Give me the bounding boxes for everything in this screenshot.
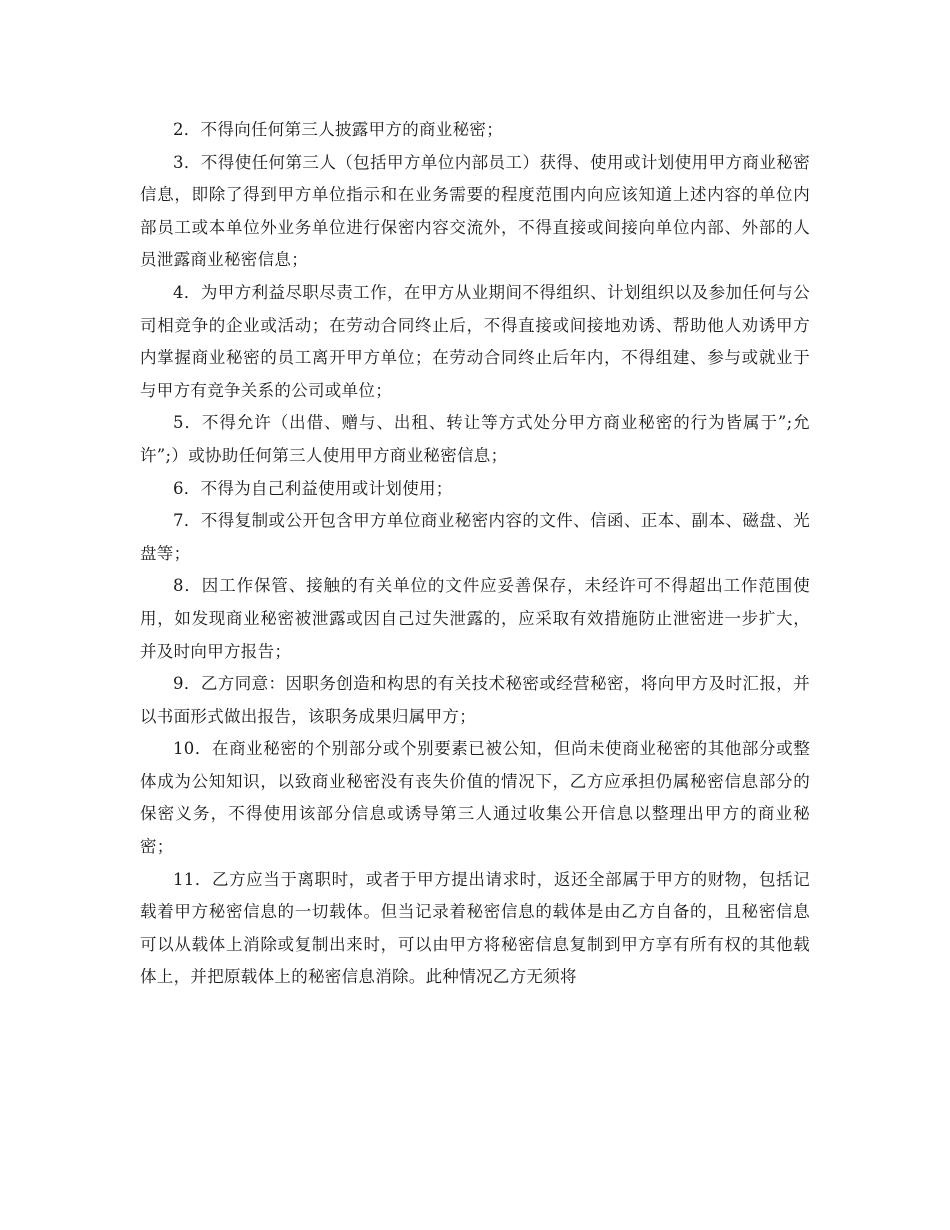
clause-10: 10．在商业秘密的个别部分或个别要素已被公知，但尚未使商业秘密的其他部分或整体成为公知知识，以致商业秘密没有丧失价值的情况下，乙方应承担仍属秘密信息部分的保密义务，不得使用该部分信息或诱导第三人通过收集公开信息以整理出甲方的商业秘密；	[140, 739, 810, 857]
clause-3: 3．不得使任何第三人（包括甲方单位内部员工）获得、使用或计划使用甲方商业秘密信息，即除了得到甲方单位指示和在业务需要的程度范围内向应该知道上述内容的单位内部员工或本单位外业务单位进行保密内容交流外，不得直接或间接向单位内部、外部的人员泄露商业秘密信息；	[140, 152, 810, 270]
clause-9: 9．乙方同意：因职务创造和构思的有关技术秘密或经营秘密，将向甲方及时汇报，并以书面形式做出报告，该职务成果归属甲方；	[140, 674, 810, 726]
clause-11: 11．乙方应当于离职时，或者于甲方提出请求时，返还全部属于甲方的财物，包括记载着甲方秘密信息的一切载体。但当记录着秘密信息的载体是由乙方自备的，且秘密信息可以从载体上消除或复制出来时，可以由甲方将秘密信息复制到甲方享有所有权的其他载体上，并把原载体上的秘密信息消除。此种情况乙方无须将	[140, 869, 810, 987]
clause-6: 6．不得为自己利益使用或计划使用；	[173, 478, 453, 498]
clause-5: 5．不得允许（出借、赠与、出租、转让等方式处分甲方商业秘密的行为皆属于”;允许”;）或协助任何第三人使用甲方商业秘密信息；	[140, 413, 810, 465]
clause-7: 7．不得复制或公开包含甲方单位商业秘密内容的文件、信函、正本、副本、磁盘、光盘等；	[140, 511, 810, 563]
clause-8: 8．因工作保管、接触的有关单位的文件应妥善保存，未经许可不得超出工作范围使用，如发现商业秘密被泄露或因自己过失泄露的，应采取有效措施防止泄密进一步扩大，并及时向甲方报告；	[140, 576, 810, 661]
clause-4: 4．为甲方利益尽职尽责工作，在甲方从业期间不得组织、计划组织以及参加任何与公司相竞争的企业或活动；在劳动合同终止后，不得直接或间接地劝诱、帮助他人劝诱甲方内掌握商业秘密的员工离开甲方单位；在劳动合同终止后年内，不得组建、参与或就业于与甲方有竞争关系的公司或单位；	[140, 282, 810, 400]
document-body	[140, 114, 810, 994]
clause-2: 2．不得向任何第三人披露甲方的商业秘密；	[173, 120, 503, 139]
